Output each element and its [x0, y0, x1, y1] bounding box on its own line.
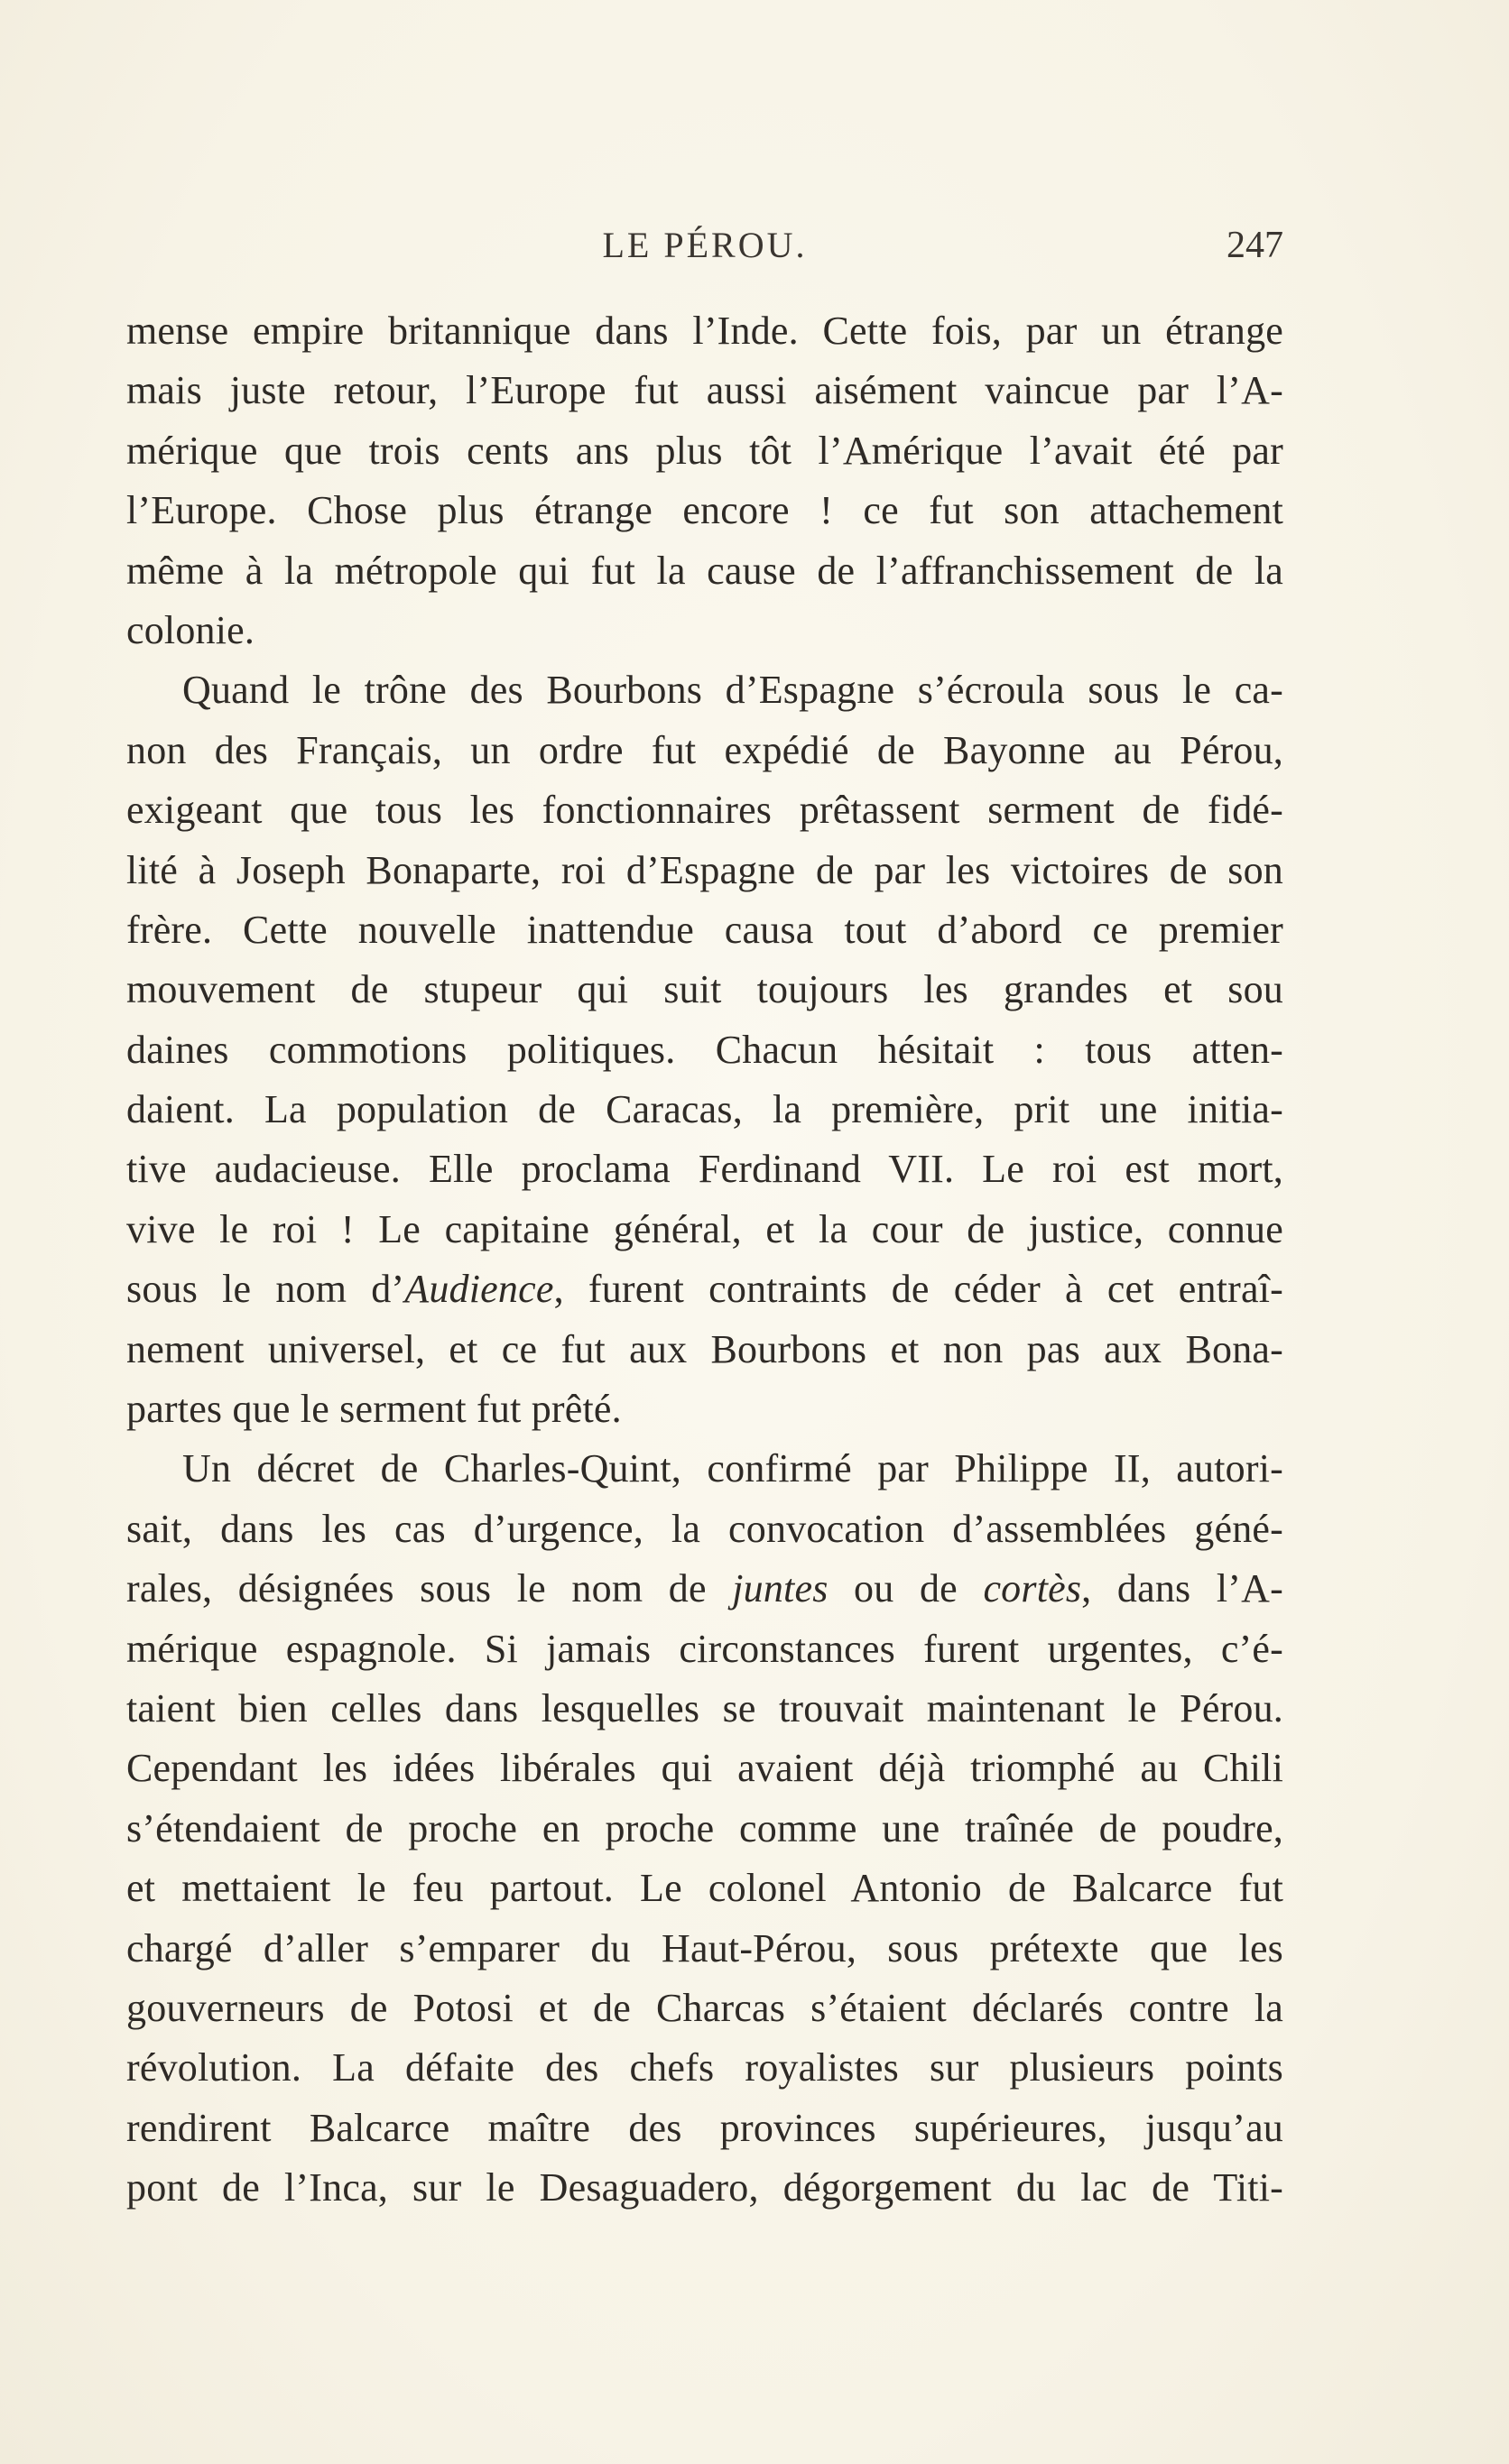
- text-line: daines commotions politiques. Chacun hésitait : tous atten-: [126, 1027, 1283, 1072]
- italic-term: juntes: [732, 1566, 829, 1611]
- text-line: vive le roi ! Le capitaine général, et la cour de justice, connue: [126, 1206, 1283, 1251]
- italic-term: cortès: [983, 1566, 1082, 1611]
- text-line: même à la métropole qui fut la cause de l’affranchissement de la: [126, 548, 1283, 593]
- text-line: [126, 1260, 1283, 1319]
- text-line: sait, dans les cas d’urgence, la convocation d’assemblées géné-: [126, 1506, 1283, 1551]
- text-line: chargé d’aller s’emparer du Haut-Pérou, sous prétexte que les: [126, 1925, 1283, 1970]
- text-line: taient bien celles dans lesquelles se trouvait maintenant le Pérou.: [126, 1685, 1283, 1730]
- page-number: 247: [1227, 225, 1283, 266]
- running-head: [126, 224, 1283, 267]
- text-run: , furent contraints de céder à cet entraî-: [553, 1267, 1283, 1312]
- text-line: exigeant que tous les fonctionnaires prêtassent serment de fidé-: [126, 788, 1283, 833]
- text-line: frère. Cette nouvelle inattendue causa tout d’abord ce premier: [126, 907, 1283, 952]
- text-line: daient. La population de Caracas, la première, prit une initia-: [126, 1087, 1283, 1132]
- text-run: ou de: [828, 1566, 984, 1611]
- text-line: mense empire britannique dans l’Inde. Cette fois, par un étrange: [126, 309, 1283, 353]
- text-line: rendirent Balcarce maître des provinces supérieures, jusqu’au: [126, 2105, 1283, 2150]
- text-run: sous le nom d’: [126, 1267, 405, 1312]
- text-run: rales, désignées sous le nom de: [126, 1566, 733, 1611]
- text-line: mérique espagnole. Si jamais circonstances furent urgentes, c’é-: [126, 1626, 1283, 1671]
- text-line: tive audacieuse. Elle proclama Ferdinand VII. Le roi est mort,: [126, 1147, 1283, 1192]
- paragraph-first-line: Un décret de Charles-Quint, confirmé par Philippe II, autori-: [182, 1446, 1283, 1491]
- text-line: mouvement de stupeur qui suit toujours les grandes et sou: [126, 967, 1283, 1012]
- text-run: , dans l’A-: [1081, 1566, 1283, 1611]
- body-text: [126, 301, 1283, 2219]
- paragraph-first-line: Quand le trône des Bourbons d’Espagne s’écroula sous le ca-: [182, 668, 1283, 713]
- running-title: LE PÉROU.: [602, 225, 808, 265]
- text-line: lité à Joseph Bonaparte, roi d’Espagne de par les victoires de son: [126, 847, 1283, 892]
- text-line: partes que le serment fut prêté.: [126, 1387, 622, 1432]
- text-line: révolution. La défaite des chefs royalistes sur plusieurs points: [126, 2045, 1283, 2090]
- text-line: mérique que trois cents ans plus tôt l’Amérique l’avait été par: [126, 428, 1283, 473]
- text-line: et mettaient le feu partout. Le colonel Antonio de Balcarce fut: [126, 1866, 1283, 1911]
- text-line: nement universel, et ce fut aux Bourbons et non pas aux Bona-: [126, 1326, 1283, 1371]
- text-line: l’Europe. Chose plus étrange encore ! ce fut son attachement: [126, 488, 1283, 533]
- italic-term: Audience: [404, 1267, 554, 1312]
- text-line: colonie.: [126, 607, 255, 652]
- text-line: [126, 1559, 1283, 1619]
- text-line: Cependant les idées libérales qui avaient déjà triomphé au Chili: [126, 1746, 1283, 1791]
- text-line: mais juste retour, l’Europe fut aussi aisément vaincue par l’A-: [126, 368, 1283, 413]
- text-line: s’étendaient de proche en proche comme une traînée de poudre,: [126, 1805, 1283, 1850]
- text-line: pont de l’Inca, sur le Desaguadero, dégorgement du lac de Titi-: [126, 2165, 1283, 2210]
- text-line: non des Français, un ordre fut expédié de Bayonne au Pérou,: [126, 727, 1283, 772]
- text-line: gouverneurs de Potosi et de Charcas s’étaient déclarés contre la: [126, 1985, 1283, 2030]
